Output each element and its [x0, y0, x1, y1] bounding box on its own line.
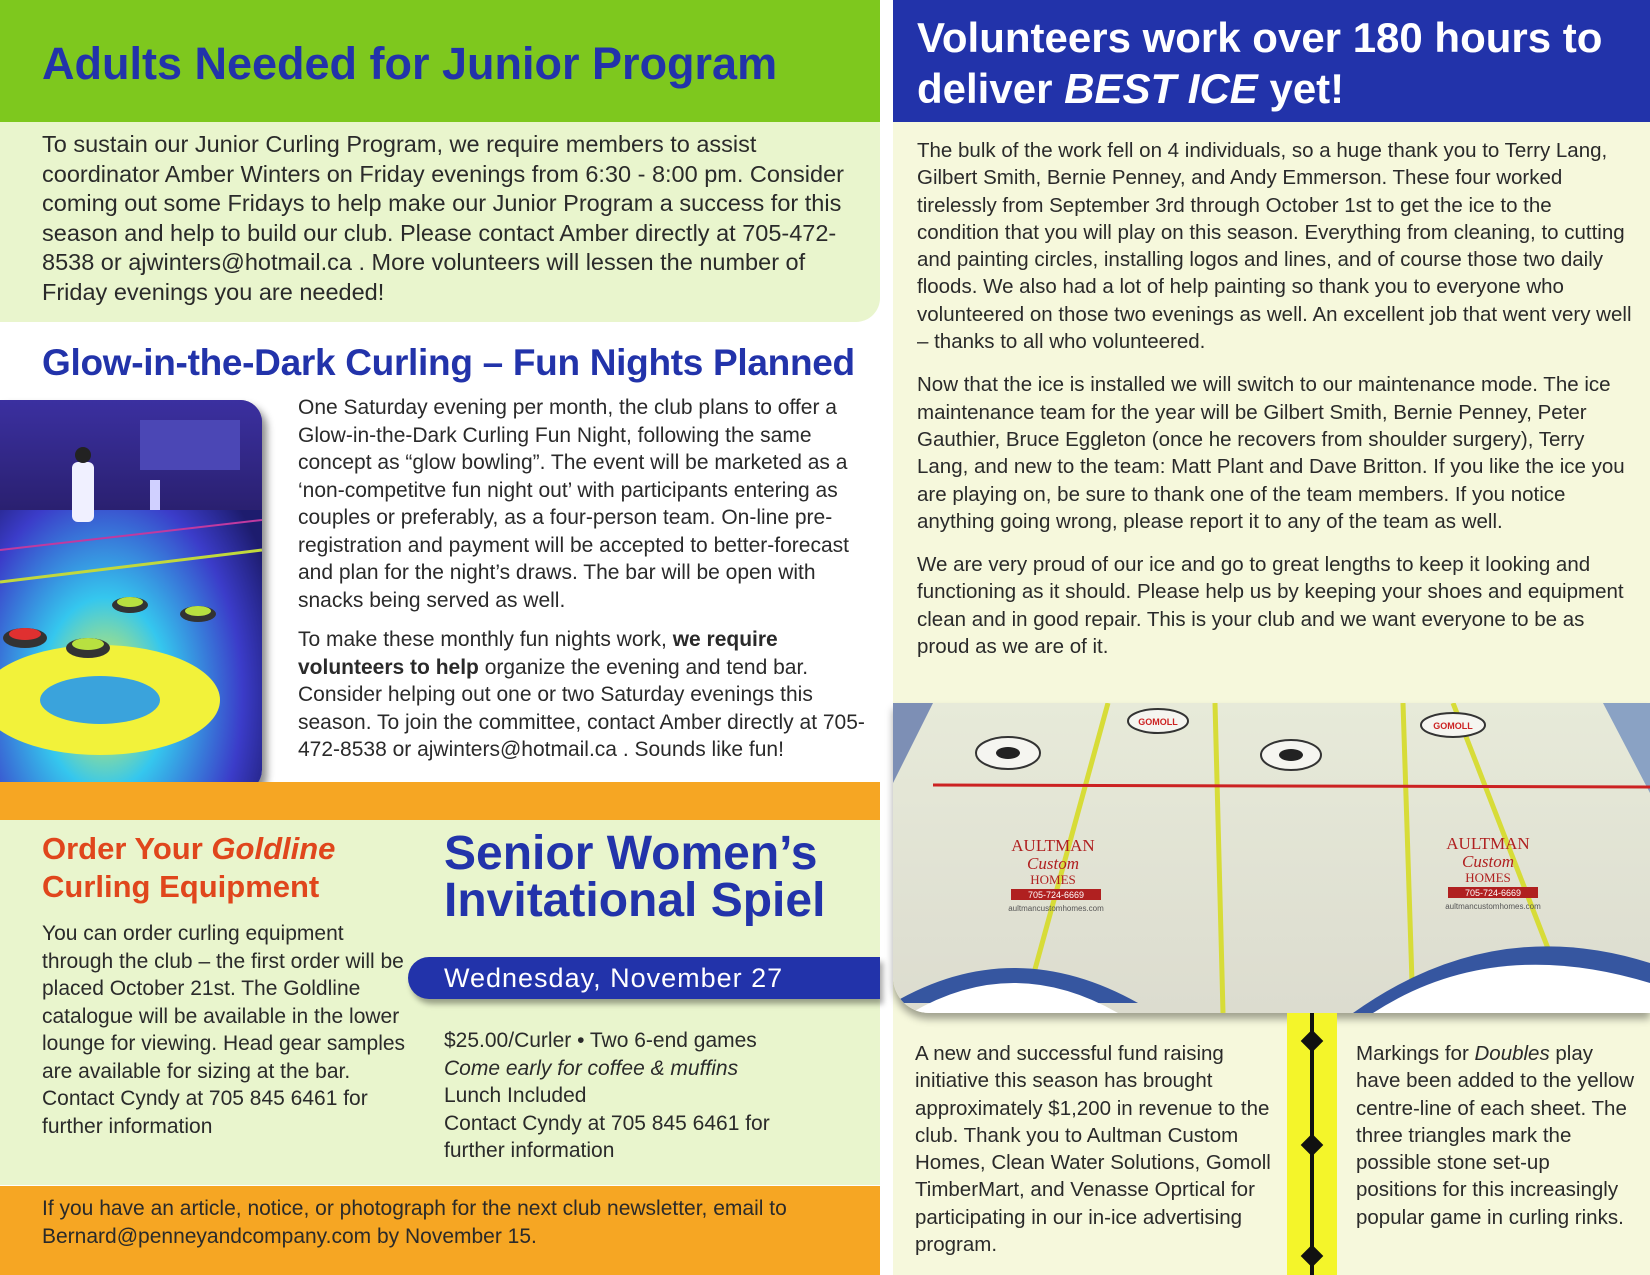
glow-curling-photo: [0, 400, 262, 792]
glow-p2-bold: we require volunteers to help: [298, 628, 778, 679]
doubles-italic: Doubles: [1474, 1042, 1550, 1065]
senior-title-line1: Senior Women’s: [444, 827, 818, 880]
senior-price-line: $25.00/Curler • Two 6-end games: [444, 1029, 757, 1052]
aultman-logo-text-2b: Custom: [1462, 852, 1514, 871]
aultman-logo-text-1: AULTMAN: [1011, 836, 1095, 855]
footer-text: If you have an article, notice, or photograph for the next club newsletter, email to Bernard@penneyandcompany.com by November 15.: [42, 1197, 787, 1248]
glow-p2-pre: To make these monthly fun nights work,: [298, 628, 673, 651]
glow-paragraph-1: One Saturday evening per month, the club plans to offer a Glow-in-the-Dark Curling Fun Night, following the same concept as “glow bowling”. The event will be marketed as a ‘non-competitve fun night out’ with participants entering as couples or preferably, as a four-person team. On-line pre-registration and payment will be accepted to better-forecast and plan for the night’s draws. The bar will be open with snacks being served as well.: [298, 396, 849, 612]
senior-date: Wednesday, November 27: [444, 963, 784, 993]
volunteers-paragraph-3: We are very proud of our ice and go to great lengths to keep it looking and functioning as it should. Please help us by keeping your shoes and equipment clean and in good repair. This is your club and we want everyone to be as proud as we are of it.: [917, 553, 1624, 659]
glow-p2-post: organize the evening and tend bar. Consider helping out one or two Saturday evenings this season. To join the committee, contact Amber directly at 705-472-8538 or ajwinters@hotmail.ca . Sounds like fun!: [298, 655, 865, 761]
adults-title: Adults Needed for Junior Program: [42, 38, 778, 89]
doubles-post: play have been added to the yellow centre-line of each sheet. The three triangles mark the possible stone set-up positions for this increasingly popular game in curling rinks.: [1356, 1042, 1635, 1229]
senior-lunch-line: Lunch Included: [444, 1084, 587, 1107]
order-title: [42, 830, 335, 906]
aultman-logo-text-2: Custom: [1027, 854, 1079, 873]
volunteers-paragraph-1: The bulk of the work fell on 4 individuals, so a huge thank you to Terry Lang, Gilbert Smith, Bernie Penney, and Andy Emmerson. These four worked tirelessly from September 3rd through October 1st to get the ice to the condition that you will play on this season. Everything from cleaning, to cutting and painting circles, installing logos and lines, and of course those two daily floods. We also had a lot of help painting so thank you to everyone who volunteered on those two evenings as well. An excellent job that went very well – thanks to all who volunteered.: [917, 139, 1632, 354]
senior-title: [444, 827, 826, 927]
adults-body: To sustain our Junior Curling Program, we require members to assist coordinator Amber Winters on Friday evenings from 6:30 - 8:00 pm. Consider coming out some Fridays to help make our Junior Program a success for this season and help to build our club. Please contact Amber directly at 705-472-8538 or ajwinters@hotmail.ca . More volunteers will lessen the number of Friday evenings you are needed!: [42, 131, 844, 305]
gomoll-logo-2: GOMOLL: [1433, 721, 1473, 731]
glow-title: Glow-in-the-Dark Curling – Fun Nights Planned: [42, 342, 855, 383]
doubles-body: [1356, 1040, 1636, 1231]
vol-title-italic: BEST ICE: [1064, 65, 1258, 112]
volunteers-title: [917, 12, 1637, 114]
doubles-pre: Markings for: [1356, 1042, 1475, 1065]
order-title-post: Curling Equipment: [42, 869, 320, 904]
aultman-logo-text-1b: AULTMAN: [1446, 834, 1530, 853]
order-title-italic: Goldline: [211, 831, 336, 866]
aultman-logo-url-b: aultmancustomhomes.com: [1445, 902, 1541, 911]
aultman-logo-phone: 705-724-6669: [1027, 890, 1085, 900]
senior-details: [444, 1027, 874, 1165]
orange-divider: [0, 782, 880, 820]
senior-contact-line: Contact Cyndy at 705 845 6461 for: [444, 1111, 770, 1135]
senior-title-line2: Invitational Spiel: [444, 874, 826, 927]
vol-title-post: yet!: [1257, 65, 1345, 112]
ice-sheet-photo: [893, 703, 1650, 1013]
aultman-logo-phone-b: 705-724-6669: [1464, 888, 1522, 898]
aultman-logo-url: aultmancustomhomes.com: [1008, 904, 1104, 913]
volunteers-body: [917, 137, 1637, 676]
order-title-pre: Order Your: [42, 831, 212, 866]
aultman-logo-text-3b: HOMES: [1465, 870, 1511, 885]
senior-info-line: further information: [444, 1139, 615, 1162]
aultman-logo-text-3: HOMES: [1030, 872, 1076, 887]
senior-coffee-line: Come early for coffee & muffins: [444, 1056, 739, 1080]
fundraising-body: A new and successful fund raising initiative this season has brought approximately $1,200 in revenue to the club. Thank you to Aultman Custom Homes, Clean Water Solutions, Gomoll TimberMart, and Venasse Oprtical for participating in our in-ice advertising program.: [915, 1042, 1271, 1257]
gomoll-logo-1: GOMOLL: [1138, 717, 1178, 727]
order-body: You can order curling equipment through the club – the first order will be placed October 21st. The Goldline catalogue will be available in the lower lounge for viewing. Head gear samples are available for sizing at the bar. Contact Cyndy at 705 845 6461 for further information: [42, 922, 406, 1138]
glow-paragraph-2: [298, 626, 883, 764]
volunteers-paragraph-2: Now that the ice is installed we will switch to our maintenance mode. The ice maintenance team for the year will be Gilbert Smith, Bernie Penney, Peter Gauthier, Bruce Eggleton (once he recovers from shoulder surgery), Terry Lang, and new to the team: Matt Plant and Dave Britton. If you like the ice you are playing on, be sure to thank one of the team members. If you notice anything going wrong, please report it to any of the team as well.: [917, 373, 1625, 533]
glow-body: [298, 394, 883, 776]
vol-title-pre: Volunteers work over 180 hours to deliver: [917, 14, 1603, 112]
